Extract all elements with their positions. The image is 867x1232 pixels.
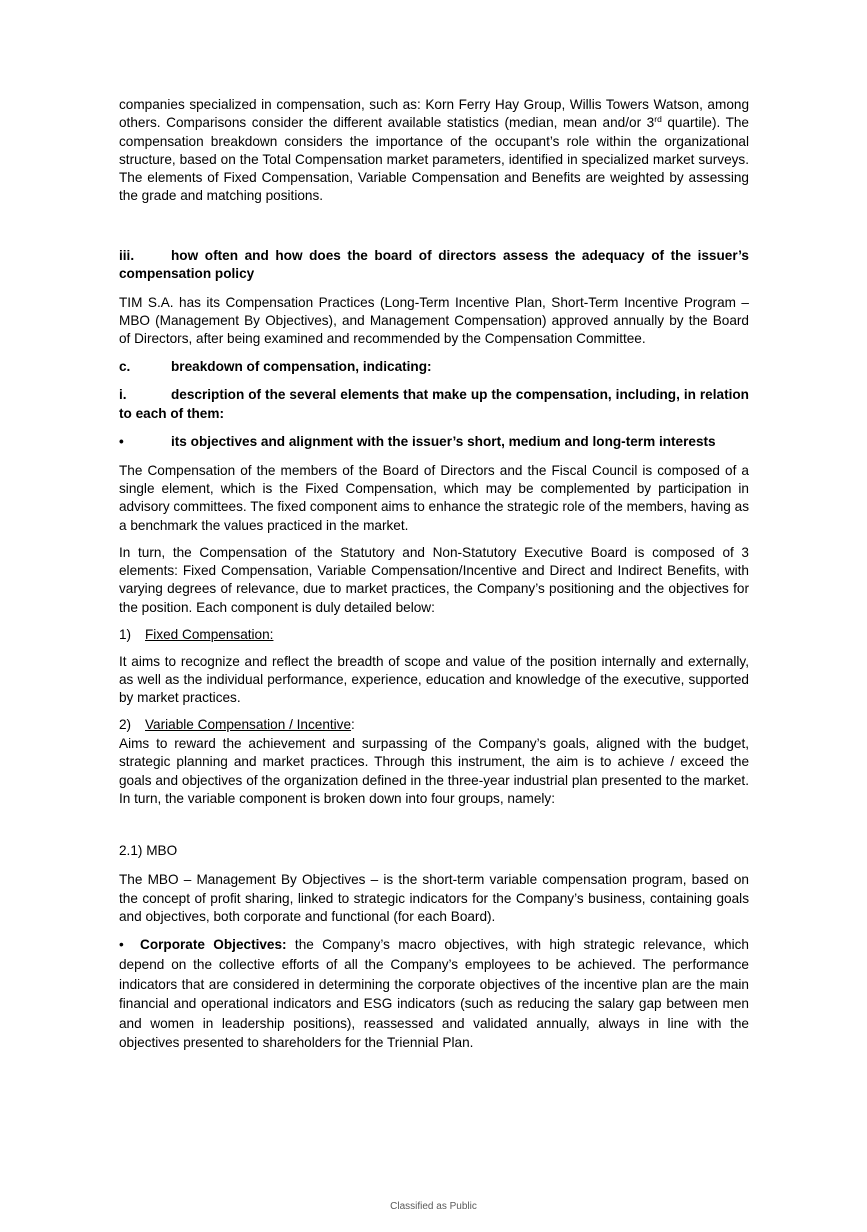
paragraph-board-compensation: The Compensation of the members of the Board of Directors and the Fiscal Council is composed of a single element, which is the Fixed Compensation, which may be complemented by participation in advisory committees. The fixed component aims to enhance the strategic role of the members, having as a benchmark the values practiced in the market. [119,462,749,533]
heading-iii: iii. how often and how does the board of directors assess the adequacy of the issuer’s compensation policy [119,247,749,282]
paragraph-corporate-objectives: • Corporate Objectives: the Company’s macro objectives, with high strategic relevance, which depend on the collective efforts of all the Company’s employees to be achieved. The performance indicators that are considered in determining the corporate objectives of the incentive plan are the main financial and operational indicators and ESG indicators (such as reducing the salary gap between men and women in leadership positions), reassessed and validated annually, always in line with the objectives presented to shareholders for the Triennial Plan. [119,937,749,1051]
list-item-fixed-compensation: 1) Fixed Compensation: [119,627,274,643]
heading-i: i. description of the several elements that make up the compensation, including, in relation to each of them: [119,387,749,421]
paragraph-fixed-compensation: It aims to recognize and reflect the breadth of scope and value of the position internally and externally, as well as the individual performance, experience, education and knowledge of the executive, supported by market practices. [119,653,749,706]
paragraph-iii: TIM S.A. has its Compensation Practices (Long-Term Incentive Plan, Short-Term Incentive Program – MBO (Management By Objectives), and Management Compensation) approved annually by the Board of Directors, after being examined and recommended by the Compensation Committee. [119,294,749,347]
intro-paragraph: companies specialized in compensation, such as: Korn Ferry Hay Group, Willis Towers Watson, among others. Comparisons consider the different available statistics (median, mean and/or 3rd quartile). The compensation breakdown considers the importance of the occupant’s role within the organizational structure, based on the Total Compensation market parameters, identified in specialized market surveys. The elements of Fixed Compensation, Variable Compensation and Benefits are weighted by assessing the grade and matching positions. [119,97,749,204]
paragraph-executive-compensation: In turn, the Compensation of the Statutory and Non-Statutory Executive Board is composed of 3 elements: Fixed Compensation, Variable Compensation/Incentive and Direct and Indirect Benefits, with varying degrees of relevance, due to market practices, the Company’s positioning and the objectives for the position. Each component is duly detailed below: [119,544,749,615]
heading-mbo: 2.1) MBO [119,843,178,859]
superscript-rd: rd [654,114,662,125]
list-item-variable-compensation: 2) Variable Compensation / Incentive: [119,717,355,733]
heading-bullet-objectives: • its objectives and alignment with the issuer’s short, medium and long-term interests [119,434,716,450]
document-page [119,96,749,1053]
footer-classification: Classified as Public [390,1201,477,1212]
bullet-icon: • [119,937,124,953]
paragraph-mbo: The MBO – Management By Objectives – is the short-term variable compensation program, based on the concept of profit sharing, linked to strategic indicators for the Company’s business, containing goals and objectives, both corporate and functional (for each Board). [119,872,749,925]
paragraph-variable-compensation: Aims to reward the achievement and surpassing of the Company’s goals, aligned with the budget, strategic planning and market practices. Through this instrument, the aim is to achieve / exceed the goals and objectives of the organization defined in the three-year industrial plan presented to the market. In turn, the variable component is broken down into four groups, namely: [119,735,749,806]
heading-c: c. breakdown of compensation, indicating: [119,358,432,374]
